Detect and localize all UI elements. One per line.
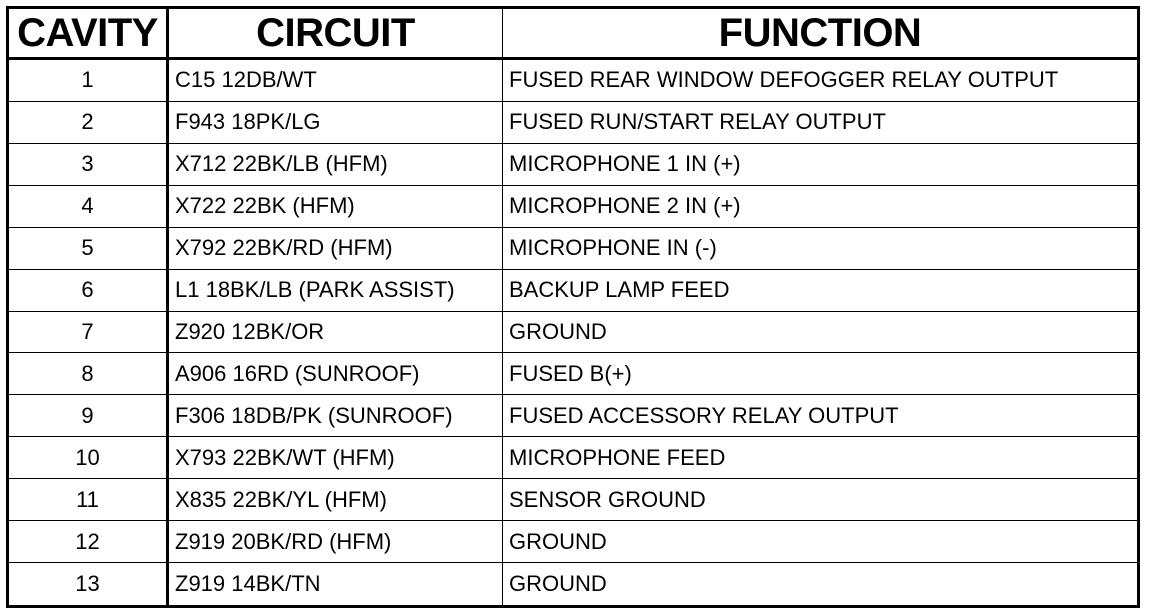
function-cell: FUSED REAR WINDOW DEFOGGER RELAY OUTPUT (503, 60, 1137, 102)
function-cell: GROUND (503, 521, 1137, 563)
cavity-cell: 4 (9, 186, 169, 228)
function-cell: MICROPHONE FEED (503, 437, 1137, 479)
cavity-cell: 12 (9, 521, 169, 563)
circuit-cell: C15 12DB/WT (169, 60, 503, 102)
function-cell: BACKUP LAMP FEED (503, 270, 1137, 312)
cavity-cell: 10 (9, 437, 169, 479)
function-cell: FUSED ACCESSORY RELAY OUTPUT (503, 395, 1137, 437)
cavity-cell: 2 (9, 102, 169, 144)
function-cell: MICROPHONE IN (-) (503, 228, 1137, 270)
circuit-cell: X722 22BK (HFM) (169, 186, 503, 228)
column-header-function: FUNCTION (503, 9, 1137, 60)
circuit-cell: L1 18BK/LB (PARK ASSIST) (169, 270, 503, 312)
connector-pinout-table (6, 6, 1140, 608)
circuit-cell: X792 22BK/RD (HFM) (169, 228, 503, 270)
cavity-cell: 11 (9, 479, 169, 521)
circuit-cell: F943 18PK/LG (169, 102, 503, 144)
function-cell: SENSOR GROUND (503, 479, 1137, 521)
circuit-cell: Z920 12BK/OR (169, 312, 503, 354)
circuit-cell: X793 22BK/WT (HFM) (169, 437, 503, 479)
function-cell: FUSED B(+) (503, 353, 1137, 395)
circuit-cell: A906 16RD (SUNROOF) (169, 353, 503, 395)
function-cell: GROUND (503, 312, 1137, 354)
column-header-cavity: CAVITY (9, 9, 169, 60)
cavity-cell: 9 (9, 395, 169, 437)
cavity-cell: 7 (9, 312, 169, 354)
function-cell: MICROPHONE 1 IN (+) (503, 144, 1137, 186)
circuit-cell: Z919 14BK/TN (169, 563, 503, 605)
cavity-cell: 3 (9, 144, 169, 186)
cavity-cell: 1 (9, 60, 169, 102)
column-header-circuit: CIRCUIT (169, 9, 503, 60)
circuit-cell: X835 22BK/YL (HFM) (169, 479, 503, 521)
circuit-cell: F306 18DB/PK (SUNROOF) (169, 395, 503, 437)
cavity-cell: 5 (9, 228, 169, 270)
circuit-cell: X712 22BK/LB (HFM) (169, 144, 503, 186)
function-cell: GROUND (509, 571, 607, 597)
circuit-cell: Z919 20BK/RD (HFM) (169, 521, 503, 563)
cavity-cell: 8 (9, 353, 169, 395)
function-cell: MICROPHONE 2 IN (+) (503, 186, 1137, 228)
function-cell: FUSED RUN/START RELAY OUTPUT (503, 102, 1137, 144)
cavity-cell: 6 (9, 270, 169, 312)
cavity-cell: 13 (9, 563, 169, 605)
